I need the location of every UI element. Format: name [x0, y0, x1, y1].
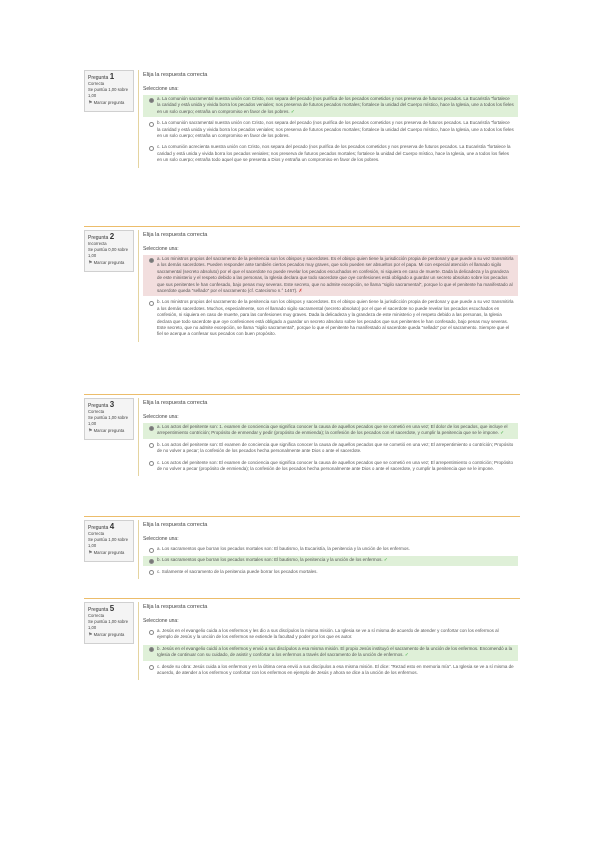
flag-icon: ⚑ — [88, 632, 93, 638]
question-info — [84, 602, 134, 644]
correct-check-icon: ✓ — [383, 557, 388, 563]
select-one-label: Seleccione una: — [143, 414, 179, 420]
select-one-label: Seleccione una: — [143, 86, 179, 92]
question-status: Correcta — [88, 81, 105, 86]
question-number: Pregunta 5 — [88, 604, 115, 613]
flag-icon: ⚑ — [88, 550, 93, 556]
question-score: Se puntúa 0,00 sobre 1,00 — [88, 247, 129, 258]
question-prompt: Elija la respuesta correcta — [143, 604, 208, 610]
radio-button[interactable] — [149, 443, 154, 448]
flag-question-button[interactable]: ⚑ Marcar pregunta — [88, 632, 125, 638]
divider — [84, 394, 520, 395]
answer-option[interactable]: a. Jesús en el evangelio cuida a los enfermos y les dio a sus discípulos la misma misión. La Iglesia se ve a sí misma de acuerdo de atender y confortar con los enfermos al ejemplo de Jesús y la unción de los enfermos se extiende la facultad y poder por los que es autor. — [143, 627, 518, 643]
question-info — [84, 70, 134, 112]
question-score: Se puntúa 1,00 sobre 1,00 — [88, 415, 129, 426]
radio-button[interactable] — [149, 461, 154, 466]
question-score: Se puntúa 1,00 sobre 1,00 — [88, 537, 129, 548]
question-status: Correcta — [88, 531, 105, 536]
question-prompt: Elija la respuesta correcta — [143, 72, 208, 78]
radio-button[interactable] — [149, 559, 154, 564]
select-one-label: Seleccione una: — [143, 618, 179, 624]
question-score: Se puntúa 1,00 sobre 1,00 — [88, 619, 129, 630]
question-content — [138, 602, 520, 680]
flag-icon: ⚑ — [88, 260, 93, 266]
radio-button[interactable] — [149, 548, 154, 553]
radio-button[interactable] — [149, 570, 154, 575]
flag-question-button[interactable]: ⚑ Marcar pregunta — [88, 100, 125, 106]
question-status: Correcta — [88, 613, 105, 618]
question-number: Pregunta 4 — [88, 522, 115, 531]
radio-button[interactable] — [149, 301, 154, 306]
flag-icon: ⚑ — [88, 428, 93, 434]
radio-button[interactable] — [149, 146, 154, 151]
divider — [84, 226, 520, 227]
question-prompt: Elija la respuesta correcta — [143, 232, 208, 238]
question-status: Correcta — [88, 409, 105, 414]
question-score: Se puntúa 1,00 sobre 1,00 — [88, 87, 129, 98]
answer-option[interactable]: c. desde su obra: Jesús cuida a los enfermos y en la última cena envió a sus discípulos a esa misma misión. El dice: "Rezad esto en memoria mía". La Iglesia se ve a sí misma de acuerdo, de atender a los enfermos y confortar con los enfermos en ejemplo de Jesús y ahora se dice a la unción de los enfermos. — [143, 663, 518, 679]
radio-button[interactable] — [149, 122, 154, 127]
correct-check-icon: ✓ — [404, 652, 409, 658]
answer-option[interactable]: c. Solamente el sacramento de la penitencia puede borrar los pecados mortales. — [143, 568, 518, 577]
flag-icon: ⚑ — [88, 100, 93, 106]
answer-option[interactable]: a. Los ministros propios del sacramento de la penitencia son los obispos y sacerdotes. Es el obispo quien tiene la jurisdicción propia de perdonar y que puede a su vez transmitirla a los demás sacerdotes. Pueden responder ante también ciertos pecados muy graves, que solo pueden ser absueltos por el papa. Mi con especial atención el llamado sigilo sacramental (secreto absoluto) por el que el sacerdote no puede revelar los pecados escuchados en confesión, ni siquiera en caso de muerte. Dada la delicadeza y la grandeza de este ministerio y el respeto debido a las personas, la Iglesia declara que todo sacerdote que oye confesiones está obligado a guardar un secreto absoluto sobre los pecados que sus penitentes le han confesado, bajo penas muy severas. Este secreto, que no admite excepción, se llama "sigilo sacramental", porque lo que el penitente ha manifestado al sacerdote queda "sellado" por el sacramento (cf. Catecismo n.° 1467). ✗ — [143, 255, 518, 296]
question-number: Pregunta 1 — [88, 72, 115, 81]
answer-option[interactable]: b. Jesús en el evangelio cuidó a los enfermos y envió a sus discípulos a esa misma misión. El propio Jesús instituyó el sacramento de la unción de los enfermos. Encomendó a la Iglesia de continuar con su cuidado, de asistir y confortar a los enfermos a través del sacramento de la unción de enfermos. ✓ — [143, 645, 518, 661]
select-one-label: Seleccione una: — [143, 536, 179, 542]
radio-button[interactable] — [149, 258, 154, 263]
flag-question-button[interactable]: ⚑ Marcar pregunta — [88, 550, 125, 556]
divider — [84, 516, 520, 517]
question-status: Incorrecta — [88, 241, 107, 246]
select-one-label: Seleccione una: — [143, 246, 179, 252]
flag-question-button[interactable]: ⚑ Marcar pregunta — [88, 428, 125, 434]
answer-option[interactable]: b. Los ministros propios del sacramento de la penitencia son los obispos y sacerdotes. Es el obispo quien tiene la jurisdicción propia de perdonar y que puede a su vez transmitirla a los demás sacerdotes. Muchos, especialmente, son el llamado sigilo sacramental (secreto absoluto) por el que el sacerdote no puede revelar los pecados escuchados en confesión, ni siquiera en caso de muerte, para las confesiones muy graves. Dada la delicadeza y la grandeza de este ministerio y el respeto debido a las personas, la Iglesia declara que todo sacerdote que oye confesiones está obligado a guardar un secreto absoluto sobre los pecados que sus penitentes le han confesado, bajo penas muy severas. Este secreto, que no admite excepción, se llama "sigilo sacramental", porque lo que el penitente ha manifestado al sacerdote queda "sellado" por el sacramento. Siempre que el fiel se acerque a confesar sus pecados con buen propósito. — [143, 298, 518, 339]
answer-option[interactable]: a. La comunión sacramental nuestra unión con Cristo, nos separa del pecado (nos purifica de los pecados cometidos y nos preserva de futuros pecados. La Eucaristía "fortalece la caridad y está unida y vivida borra los pecados veniales; nos preserva de futuros pecados mortales; fortalece la unidad del Cuerpo místico, hace la Iglesia, une a todos los fieles en un solo cuerpo; entraña un compromiso en favor de los pobres. ✓ — [143, 95, 518, 117]
radio-button[interactable] — [149, 630, 154, 635]
flag-question-button[interactable]: ⚑ Marcar pregunta — [88, 260, 125, 266]
answer-option[interactable]: a. Los sacramentos que borran los pecados mortales son: El bautismo, la Eucaristía, la penitencia y la unción de los enfermos. — [143, 545, 518, 554]
question-number: Pregunta 3 — [88, 400, 115, 409]
question-info — [84, 398, 134, 440]
question-prompt: Elija la respuesta correcta — [143, 400, 208, 406]
question-prompt: Elija la respuesta correcta — [143, 522, 208, 528]
answer-option[interactable]: c. La comunión acrecienta nuestra unión con Cristo, nos separa del pecado (nos purifica de los pecados cometidos y nos preserva de futuros pecados. La Eucaristía "fortalece la caridad y está unida y vivida borra los pecados veniales; nos preserva de futuros pecados mortales; fortalece la unidad del Cuerpo místico, hace la Iglesia, une a todos los fieles en un solo cuerpo; entraña todo aquel que se presenta a Dios y entraña un compromiso en favor de los pobres. — [143, 143, 518, 165]
answer-option[interactable]: a. Los actos del penitente son: 1. examen de conciencia que significa conocer la causa de aquellos pecados que se cometió en una vez; El dolor de los pecados, que incluye el arrepentimiento contrición; Propósito de enmendar y pedir (propósito de enmienda); la confesión de los pecados con el sacerdote, y cumplir la penitencia que se le impone. ✓ — [143, 423, 518, 439]
radio-button[interactable] — [149, 647, 154, 652]
radio-button[interactable] — [149, 426, 154, 431]
correct-check-icon: ✓ — [500, 430, 504, 436]
correct-check-icon: ✓ — [290, 108, 295, 114]
answer-option[interactable]: b. La comunión sacramental nuestra unión con Cristo, nos separa del pecado (nos purifica de los pecados cometidos y nos preserva de futuros pecados. La Eucaristía "fortalece la caridad y está unida y vivida borra los pecados veniales; nos preserva de futuros pecados mortales; fortalece la unidad del Cuerpo místico, hace la Iglesia, une a todos los fieles en un solo cuerpo; entraña un compromiso en favor de los pobres. — [143, 119, 518, 141]
incorrect-cross-icon: ✗ — [298, 288, 303, 294]
question-content — [138, 398, 520, 476]
answer-option[interactable]: b. Los actos del penitente son: El examen de conciencia que significa conocer la causa de aquellos pecados que se cometió en una vez; El arrepentimiento o contrición; Propósito de no volver a pecar; la confesión de los pecados hecha personalmente ante Dios o ante el sacerdote. — [143, 441, 518, 457]
radio-button[interactable] — [149, 98, 154, 103]
question-content — [138, 70, 520, 168]
question-number: Pregunta 2 — [88, 232, 115, 241]
answer-option[interactable]: c. Los actos del penitente son: El examen de conciencia que significa conocer la causa de aquellos pecados que se cometió en una vez; El arrepentimiento o contrición; Propósito de no volver a pecar (propósito de enmienda); la confesión de los pecados hecha personalmente ante Dios o ante el sacerdote, y cumplir la penitencia que se le impone. — [143, 459, 518, 475]
radio-button[interactable] — [149, 665, 154, 670]
question-content — [138, 520, 520, 579]
divider — [84, 598, 520, 599]
question-info — [84, 230, 134, 272]
question-content — [138, 230, 520, 342]
answer-option[interactable]: b. Los sacramentos que borran los pecados mortales son: El bautismo, la penitencia y la unción de los enfermos. ✓ — [143, 556, 518, 565]
question-info — [84, 520, 134, 562]
